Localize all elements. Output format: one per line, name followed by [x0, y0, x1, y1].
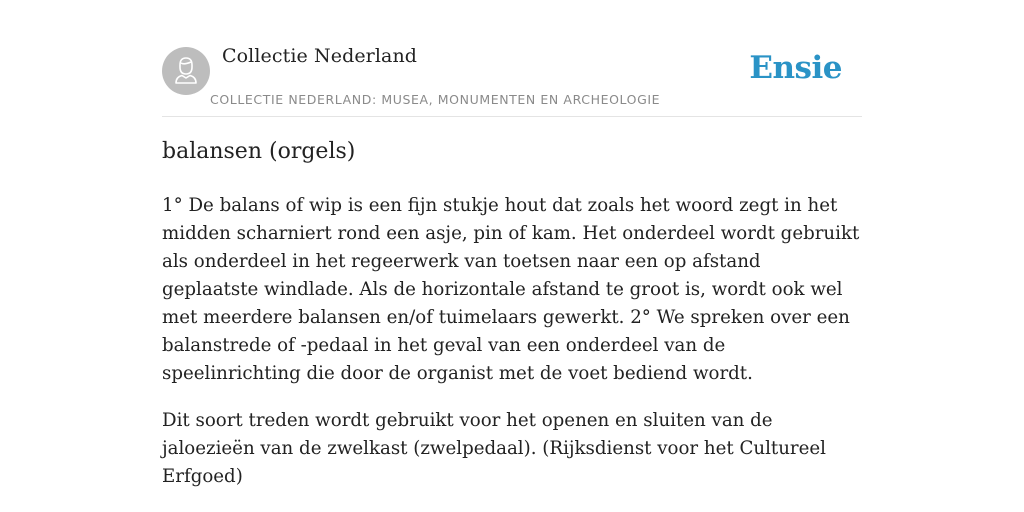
user-icon — [162, 47, 210, 95]
body-paragraph: 1° De balans of wip is een fijn stukje hout dat zoals het woord zegt in het midden scharniert rond een asje, pin of kam. Het onderdeel wordt gebruikt als onderdeel in het regeerwerk van toetsen naar een op afstand geplaatste windlade. Als de horizontale afstand te groot is, wordt ook wel met meerdere balansen en/of tuimelaars gewerkt. 2° We spreken over een balanstrede of -pedaal in het geval van een onderdeel van de speelinrichting die door de organist met de voet bediend wordt. — [162, 195, 860, 384]
entry-title: balansen (orgels) — [162, 139, 356, 164]
author-name[interactable]: Collectie Nederland — [222, 45, 418, 67]
author-avatar[interactable] — [162, 47, 210, 95]
entry-body — [162, 192, 862, 510]
body-paragraph: Dit soort treden wordt gebruikt voor het openen en sluiten van de jaloezieën van de zwelkast (zwelpedaal). (Rijksdienst voor het Cultureel Erfgoed) — [162, 410, 826, 487]
entry-card — [162, 0, 862, 487]
entry-header — [162, 0, 862, 117]
brand-logo[interactable]: Ensie — [749, 50, 842, 86]
source-label[interactable]: COLLECTIE NEDERLAND: MUSEA, MONUMENTEN EN ARCHEOLOGIE — [210, 92, 661, 107]
